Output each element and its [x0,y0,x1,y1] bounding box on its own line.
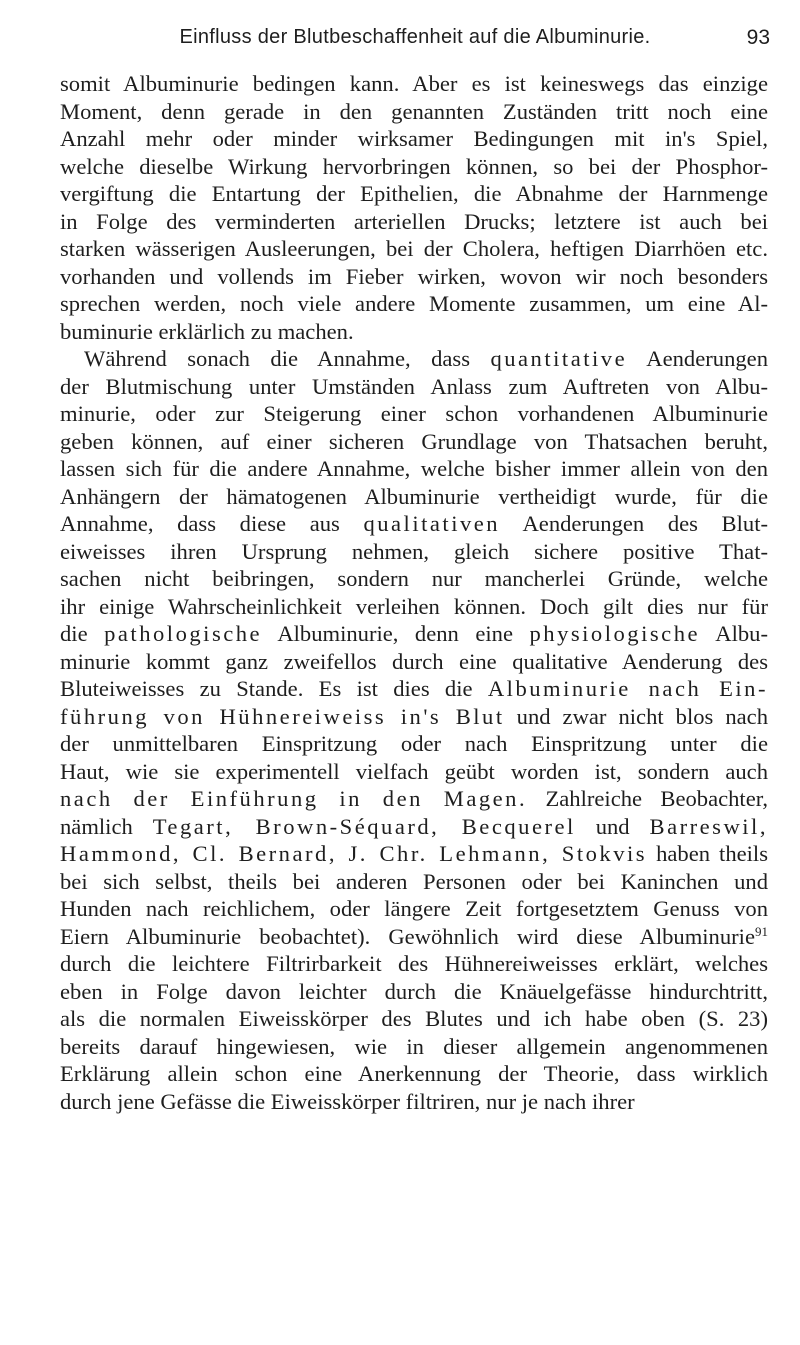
text-line: minurie kommt ganz zweifellos durch eine qualitative Aenderung des [60,648,768,674]
text-line: sachen nicht beibringen, sondern nur mancherlei Gründe, welche [60,566,768,591]
text-run: Bluteiweisses zu Stande. Es ist dies die [60,676,488,701]
text-line: starken wässerigen Ausleerungen, bei der Cholera, heftigen Diarrhöen etc. [60,236,768,261]
text-line: sprechen werden, noch viele andere Momente zusammen, um eine Al- [60,291,768,316]
spaced-emphasis: qualitativen [363,511,501,536]
spaced-emphasis: Barreswil, [649,813,768,839]
text-line [60,923,768,951]
spaced-emphasis: Albuminurie nach Ein- [487,676,768,701]
text-run: Aenderungen [627,346,768,371]
running-head: Einfluss der Blutbeschaffenheit auf die Albuminurie. [179,26,651,48]
text-line [60,675,768,703]
text-line: Hunden nach reichlichem, oder längere Zeit fortgesetztem Genuss von [60,896,768,921]
spaced-emphasis: physiologische [529,621,701,646]
text-line: durch die leichtere Filtrirbarkeit des Hühnereiweisses erklärt, welches [60,951,768,976]
text-line: eiweisses ihren Ursprung nehmen, gleich sichere positive That- [60,538,768,564]
text-line [60,345,768,373]
text-line: welche dieselbe Wirkung hervorbringen können, so bei der Phosphor- [60,153,768,179]
text-line: Anhängern der hämatogenen Albuminurie vertheidigt wurde, für die [60,483,768,509]
text-line: somit Albuminurie bedingen kann. Aber es ist keineswegs das einzige [60,71,768,96]
text-run: und [575,813,650,839]
text-line: in Folge des verminderten arteriellen Drucks; letztere ist auch bei [60,208,768,234]
spaced-emphasis: quantitative [490,346,628,371]
text-run: ). Gewöhnlich wird diese Albuminurie [357,923,755,949]
text-line: durch jene Gefässe die Eiweisskörper filtriren, nur je nach ihrer [60,1088,635,1114]
text-line [60,620,768,648]
spaced-emphasis: führung von Hühnereiweiss in's Blut [60,703,505,729]
text-line: als die normalen Eiweisskörper des Blutes und ich habe oben (S. 23) [60,1006,768,1031]
text-line: vorhanden und vollends im Fieber wirken, wovon wir noch besonders [60,263,768,289]
page-header [60,26,770,56]
text-line: minurie, oder zur Steigerung einer schon vorhandenen Albuminurie [60,401,768,426]
text-line: bei sich selbst, theils bei anderen Personen oder bei Kaninchen und [60,868,768,894]
text-line [60,703,768,731]
text-line: Erklärung allein schon eine Anerkennung der Theorie, dass wirklich [60,1061,768,1086]
body-text [60,70,768,1115]
text-line: der Blutmischung unter Umständen Anlass zum Auftreten von Albu- [60,373,768,399]
text-line: eben in Folge davon leichter durch die Knäuelgefässe hindurchtritt, [60,978,768,1004]
spaced-emphasis: nach der Einführung in den Magen. [60,786,528,811]
text-run: nämlich [60,813,153,839]
text-line [60,510,768,538]
text-run: Annahme, dass diese aus [60,511,364,536]
text-line: ihr einige Wahrscheinlichkeit verleihen können. Doch gilt dies nur für [60,593,768,619]
text-run: Während sonach die Annahme, dass [84,346,491,371]
footnote-ref: 91 [755,923,768,939]
page-number: 93 [746,26,770,49]
text-line [60,840,768,868]
spaced-emphasis: pathologische [104,621,263,646]
text-line [60,785,768,813]
spaced-emphasis: Hammond, Cl. Bernard, J. Chr. Lehmann, Stokvis [60,841,648,866]
text-line: Anzahl mehr oder minder wirksamer Bedingungen mit in's Spiel, [60,126,768,151]
text-run: haben theils [647,841,768,866]
text-line: Moment, denn gerade in den genannten Zuständen tritt noch eine [60,98,768,124]
text-run: Aenderungen des Blut- [500,511,769,536]
text-run: Albuminurie, denn eine [262,621,530,646]
spaced-emphasis: Tegart, Brown-Séquard, Becquerel [152,813,576,839]
text-line: vergiftung die Entartung der Epithelien, die Abnahme der Harnmenge [60,181,768,206]
text-line: der unmittelbaren Einspritzung oder nach Einspritzung unter die [60,731,768,756]
text-line [60,813,768,841]
text-run: Zahlreiche Beobachter, [527,786,768,811]
text-run: Albu- [700,621,768,646]
text-line: geben können, auf einer sicheren Grundlage von Thatsachen beruht, [60,428,768,454]
text-line: Haut, wie sie experimentell vielfach geübt worden ist, sondern auch [60,758,768,784]
text-run: Eiern Albuminurie beobachtet [60,923,358,949]
text-run: und zwar nicht blos nach [504,703,768,729]
text-run: die [60,621,105,646]
text-line: lassen sich für die andere Annahme, welche bisher immer allein von den [60,456,768,481]
text-line: buminurie erklärlich zu machen. [60,318,354,344]
text-line: bereits darauf hingewiesen, wie in dieser allgemein angenommenen [60,1033,768,1059]
